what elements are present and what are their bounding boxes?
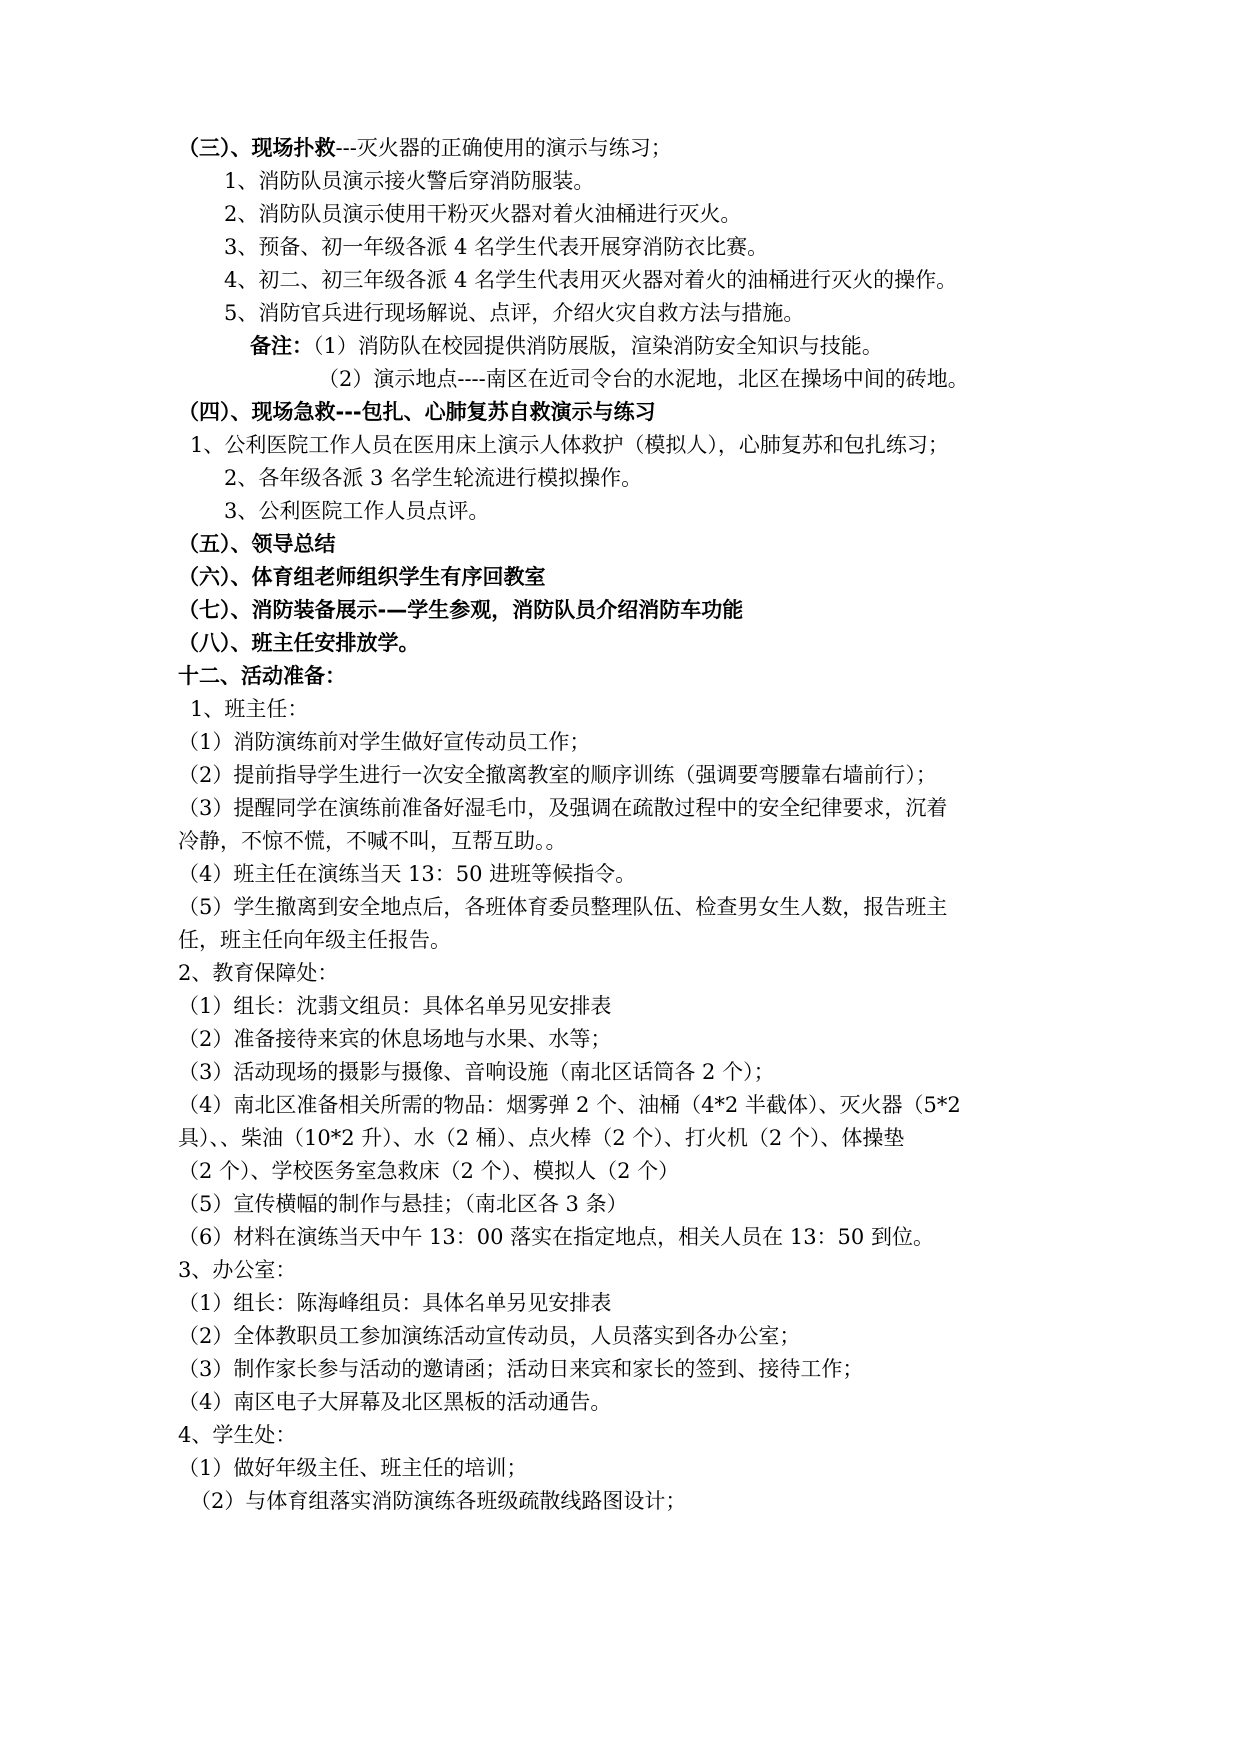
list-item-text: （2）全体教职员工参加演练活动宣传动员，人员落实到各办公室；: [178, 1324, 801, 1348]
list-item-text: （2）准备接待来宾的休息场地与水果、水等；: [178, 1027, 612, 1051]
list-item-text: 3、预备、初一年级各派 4 名学生代表开展穿消防衣比赛。: [224, 235, 769, 259]
list-item-continuation: [178, 926, 451, 954]
list-item-text: 5、消防官兵进行现场解说、点评，介绍火灾自救方法与措施。: [224, 301, 805, 325]
list-item: [224, 167, 594, 195]
note-text: （1）消防队在校园提供消防展版，渲染消防安全知识与技能。: [313, 334, 883, 358]
note-line: [318, 365, 969, 393]
list-item: [224, 464, 642, 492]
list-item: [224, 299, 804, 327]
list-item: [178, 860, 636, 888]
list-item-text: （5）学生撤离到安全地点后，各班体育委员整理队伍、检查男女生人数，报告班主: [178, 895, 948, 919]
list-item-text: 1、消防队员演示接火警后穿消防服装。: [224, 169, 595, 193]
heading-text: （七）、消防装备展示-—学生参观，消防队员介绍消防车功能: [178, 598, 744, 622]
subsection-text: 3、办公室：: [178, 1258, 297, 1282]
subsection-heading: [190, 695, 308, 723]
list-item-text: 2、各年级各派 3 名学生轮流进行模拟操作。: [224, 466, 643, 490]
list-item: [178, 761, 937, 789]
list-item-text: （2）提前指导学生进行一次安全撤离教室的顺序训练（强调要弯腰靠右墙前行）；: [178, 763, 937, 787]
section-heading-12: [178, 662, 346, 690]
heading-subtext: ---包扎、心肺复苏自救演示与练习: [335, 400, 656, 424]
section-heading-8: [178, 629, 420, 657]
list-item-text: 任，班主任向年级主任报告。: [178, 928, 451, 952]
heading-text: （五）、领导总结: [178, 532, 336, 556]
subsection-text: 1、班主任：: [190, 697, 309, 721]
list-item: [190, 1487, 686, 1515]
list-item: [178, 992, 611, 1020]
list-item: [178, 1388, 611, 1416]
list-item-text: （4）南北区准备相关所需的物品：烟雾弹 2 个、油桶（4*2 半截体）、灭火器（5*2: [178, 1093, 961, 1117]
list-item: [178, 1058, 775, 1086]
note-line: [250, 332, 883, 360]
list-item-text: 2、消防队员演示使用干粉灭火器对着火油桶进行灭火。: [224, 202, 742, 226]
list-item-continuation: [178, 1124, 904, 1152]
list-item-text: 具）、、柴油（10*2 升）、水（2 桶）、点火棒（2 个）、打火机（2 个）、体操垫: [178, 1126, 905, 1150]
list-item: [224, 266, 957, 294]
section-heading-4: [178, 398, 656, 426]
heading-text: （三）、现场扑救: [178, 136, 336, 160]
list-item: [224, 233, 768, 261]
list-item-text: 3、公利医院工作人员点评。: [224, 499, 490, 523]
list-item-text: （6）材料在演练当天中午 13：00 落实在指定地点，相关人员在 13：50 到位。: [178, 1225, 934, 1249]
section-heading-3: [178, 134, 672, 162]
heading-text: 十二、活动准备：: [178, 664, 346, 688]
list-item: [190, 431, 949, 459]
list-item-text: （3）活动现场的摄影与摄像、音响设施（南北区话筒各 2 个）；: [178, 1060, 775, 1084]
list-item-continuation: [178, 1157, 679, 1185]
list-item-text: （1）做好年级主任、班主任的培训；: [178, 1456, 528, 1480]
list-item: [224, 497, 489, 525]
section-heading-5: [178, 530, 336, 558]
list-item-text: （1）组长：陈海峰组员：具体名单另见安排表: [178, 1291, 612, 1315]
list-item: [178, 1223, 934, 1251]
list-item-text: 4、初二、初三年级各派 4 名学生代表用灭火器对着火的油桶进行灭火的操作。: [224, 268, 958, 292]
subsection-heading: [178, 959, 338, 987]
list-item-text: （1）消防演练前对学生做好宣传动员工作；: [178, 730, 591, 754]
subsection-heading: [178, 1421, 296, 1449]
heading-text: （八）、班主任安排放学。: [178, 631, 420, 655]
list-item: [178, 1289, 611, 1317]
list-item-text: 1、公利医院工作人员在医用床上演示人体救护（模拟人），心肺复苏和包扎练习；: [190, 433, 949, 457]
list-item: [178, 1190, 628, 1218]
list-item: [178, 1454, 527, 1482]
list-item: [178, 728, 590, 756]
list-item-text: （3）提醒同学在演练前准备好湿毛巾，及强调在疏散过程中的安全纪律要求，沉着: [178, 796, 948, 820]
list-item-text: 冷静，不惊不慌，不喊不叫，互帮互助。。: [178, 829, 567, 853]
subsection-text: 4、学生处：: [178, 1423, 297, 1447]
list-item-text: （2）与体育组落实消防演练各班级疏散线路图设计；: [190, 1489, 687, 1513]
heading-text: （六）、体育组老师组织学生有序回教室: [178, 565, 546, 589]
note-text: （2）演示地点----南区在近司令台的水泥地，北区在操场中间的砖地。: [318, 367, 969, 391]
list-item: [178, 794, 947, 822]
list-item: [178, 1025, 611, 1053]
list-item: [224, 200, 741, 228]
list-item-text: （4）班主任在演练当天 13：50 进班等候指令。: [178, 862, 637, 886]
list-item-text: （1）组长：沈翡文组员：具体名单另见安排表: [178, 994, 612, 1018]
list-item-text: （5）宣传横幅的制作与悬挂；（南北区各 3 条）: [178, 1192, 628, 1216]
list-item-text: （2 个）、学校医务室急救床（2 个）、模拟人（2 个）: [178, 1159, 680, 1183]
list-item-text: （3）制作家长参与活动的邀请函；活动日来宾和家长的签到、接待工作；: [178, 1357, 864, 1381]
section-heading-7: [178, 596, 743, 624]
note-label: 备注：: [250, 334, 313, 358]
list-item-text: （4）南区电子大屏幕及北区黑板的活动通告。: [178, 1390, 612, 1414]
list-item: [178, 1355, 863, 1383]
list-item: [178, 893, 947, 921]
list-item: [178, 1322, 800, 1350]
heading-subtext: ---灭火器的正确使用的演示与练习；: [335, 136, 672, 160]
subsection-heading: [178, 1256, 296, 1284]
list-item-continuation: [178, 827, 567, 855]
subsection-text: 2、教育保障处：: [178, 961, 339, 985]
heading-text: （四）、现场急救: [178, 400, 336, 424]
section-heading-6: [178, 563, 546, 591]
list-item: [178, 1091, 961, 1119]
